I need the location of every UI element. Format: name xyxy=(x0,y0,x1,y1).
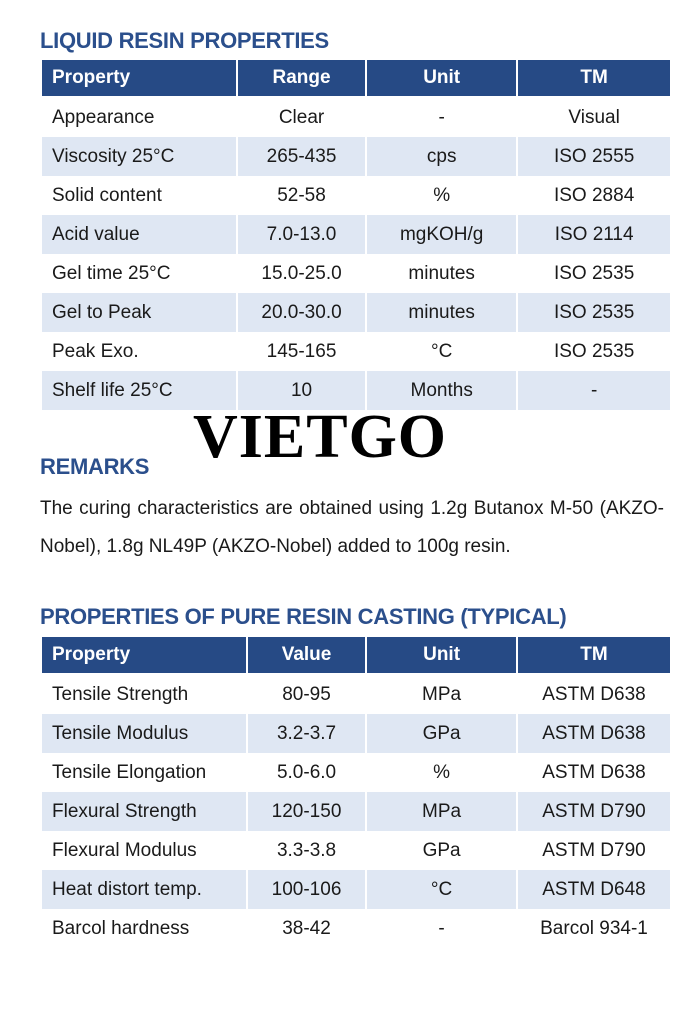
table-cell: 100-106 xyxy=(248,870,365,909)
table-cell: 265-435 xyxy=(238,137,365,176)
table-row xyxy=(42,137,670,176)
table-cell: 20.0-30.0 xyxy=(238,293,365,332)
table-row xyxy=(42,293,670,332)
remarks-title: REMARKS xyxy=(40,454,150,479)
table-cell: Peak Exo. xyxy=(52,340,139,362)
liquid-resin-table xyxy=(40,60,672,410)
table-cell: ASTM D790 xyxy=(518,792,670,831)
table-row xyxy=(42,870,670,909)
table-row xyxy=(42,909,670,948)
pure-resin-title: PROPERTIES OF PURE RESIN CASTING (TYPICAL) xyxy=(40,604,567,629)
table-cell: 80-95 xyxy=(282,683,331,705)
table-cell: Gel to Peak xyxy=(42,293,236,332)
table-cell: ASTM D638 xyxy=(542,761,646,783)
table-cell: Barcol hardness xyxy=(52,917,190,939)
table-cell: ASTM D638 xyxy=(518,714,670,753)
table-row xyxy=(42,792,670,831)
table-cell: % xyxy=(433,761,451,783)
table-cell: Flexural Strength xyxy=(42,792,246,831)
table-cell: Viscosity 25°C xyxy=(42,137,236,176)
table-row xyxy=(42,176,670,215)
table-row xyxy=(42,254,670,293)
liquid-resin-title: LIQUID RESIN PROPERTIES xyxy=(40,28,329,53)
table-cell: cps xyxy=(367,137,516,176)
column-header: TM xyxy=(518,60,670,98)
table-cell: - xyxy=(438,106,445,128)
table-cell: % xyxy=(433,184,451,206)
table-row xyxy=(42,215,670,254)
column-header: Value xyxy=(248,637,365,675)
table-row xyxy=(42,831,670,870)
remarks-text: The curing characteristics are obtained using 1.2g Butanox M-50 (AKZO-Nobel), 1.8g NL49P (AKZO-Nobel) added to 100g resin. xyxy=(40,498,664,557)
table-row xyxy=(42,675,670,714)
table-cell: MPa xyxy=(422,683,462,705)
table-cell: Tensile Strength xyxy=(52,683,189,705)
table-cell: minutes xyxy=(367,293,516,332)
column-header: Unit xyxy=(367,637,516,675)
table-cell: mgKOH/g xyxy=(367,215,516,254)
table-row xyxy=(42,714,670,753)
table-cell: Visual xyxy=(568,106,620,128)
table-cell: 52-58 xyxy=(277,184,326,206)
table-cell: 38-42 xyxy=(282,917,331,939)
pure-resin-table xyxy=(40,637,672,948)
table-cell: °C xyxy=(431,340,453,362)
table-cell: 3.2-3.7 xyxy=(248,714,365,753)
column-header: Unit xyxy=(367,60,516,98)
column-header: Range xyxy=(238,60,365,98)
column-header: Property xyxy=(42,60,236,98)
table-cell: ASTM D648 xyxy=(518,870,670,909)
table-row xyxy=(42,98,670,137)
table-cell: 7.0-13.0 xyxy=(238,215,365,254)
table-cell: ISO 2535 xyxy=(553,262,635,284)
table-cell: Barcol 934-1 xyxy=(540,917,648,939)
table-cell: ISO 2114 xyxy=(518,215,670,254)
table-cell: 10 xyxy=(238,371,365,410)
table-cell: Gel time 25°C xyxy=(52,262,171,284)
table-cell: Flexural Modulus xyxy=(52,839,197,861)
table-cell: Tensile Elongation xyxy=(52,761,207,783)
table-cell: ASTM D638 xyxy=(542,683,646,705)
table-cell: Shelf life 25°C xyxy=(42,371,236,410)
column-header: Property xyxy=(42,637,246,675)
table-cell: ISO 2555 xyxy=(518,137,670,176)
table-cell: 3.3-3.8 xyxy=(276,839,337,861)
table-cell: Acid value xyxy=(42,215,236,254)
table-cell: ASTM D790 xyxy=(542,839,646,861)
table-cell: 5.0-6.0 xyxy=(276,761,337,783)
table-cell: 145-165 xyxy=(266,340,337,362)
table-cell: °C xyxy=(367,870,516,909)
table-cell: Months xyxy=(367,371,516,410)
table-cell: Clear xyxy=(278,106,325,128)
table-cell: - xyxy=(438,917,445,939)
table-cell: - xyxy=(518,371,670,410)
table-cell: Solid content xyxy=(52,184,162,206)
table-cell: MPa xyxy=(367,792,516,831)
table-cell: ISO 2535 xyxy=(518,293,670,332)
vietgo-watermark: VIETGO xyxy=(192,403,448,471)
table-cell: Heat distort temp. xyxy=(42,870,246,909)
table-cell: Tensile Modulus xyxy=(42,714,246,753)
table-row xyxy=(42,332,670,371)
table-header-row xyxy=(42,60,670,98)
table-cell: ISO 2884 xyxy=(553,184,635,206)
table-cell: GPa xyxy=(367,714,516,753)
table-cell: ISO 2535 xyxy=(553,340,635,362)
table-header-row xyxy=(42,637,670,675)
column-header: TM xyxy=(518,637,670,675)
table-cell: GPa xyxy=(422,839,461,861)
table-row xyxy=(42,753,670,792)
table-cell: 15.0-25.0 xyxy=(261,262,342,284)
table-cell: 120-150 xyxy=(248,792,365,831)
table-cell: Appearance xyxy=(52,106,155,128)
table-cell: minutes xyxy=(408,262,475,284)
